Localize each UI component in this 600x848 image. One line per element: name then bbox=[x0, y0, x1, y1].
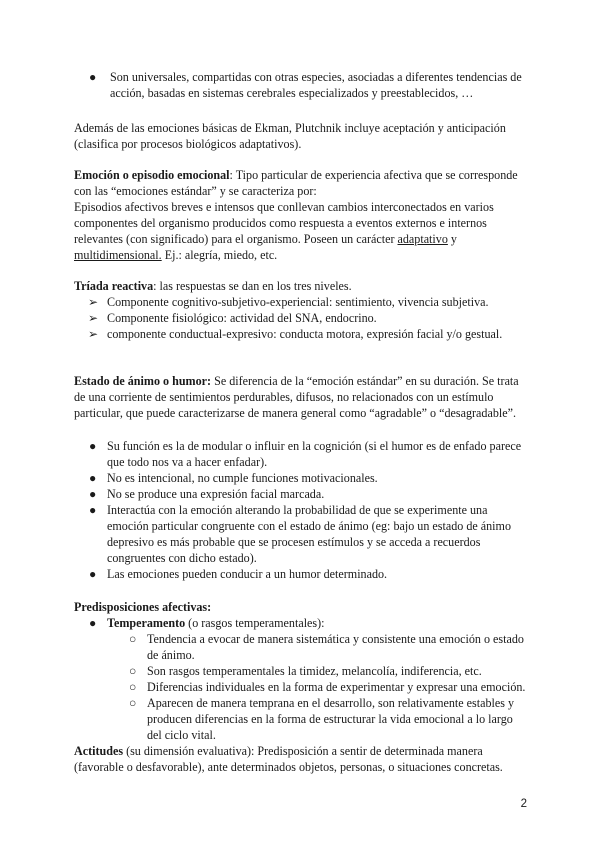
list-item: ○ Tendencia a evocar de manera sistemática y consistente una emoción o estado de ánimo. bbox=[129, 632, 524, 662]
circle-bullet-icon: ○ bbox=[129, 664, 137, 678]
bullet-dot-icon: ● bbox=[89, 471, 97, 485]
plutchik-paragraph: Además de las emociones básicas de Ekman, Plutchnik incluye aceptación y anticipación (clasifica por procesos biológicos adaptativos). bbox=[74, 121, 506, 151]
bullet-dot-icon: ● bbox=[89, 616, 97, 630]
list-item: ● No se produce una expresión facial marcada. bbox=[89, 487, 325, 501]
circle-bullet-icon: ○ bbox=[129, 632, 137, 646]
predisposiciones-heading: Predisposiciones afectivas: bbox=[74, 600, 212, 614]
triada-term: Tríada reactiva bbox=[74, 279, 154, 293]
multidimensional-term: multidimensional. bbox=[74, 248, 162, 262]
predisposiciones-section bbox=[74, 599, 529, 775]
page-number: 2 bbox=[520, 798, 527, 810]
emocion-section bbox=[74, 167, 529, 263]
triada-definition: Tríada reactiva: las respuestas se dan en los tres niveles. bbox=[74, 279, 352, 293]
list-item: ● Las emociones pueden conducir a un humor determinado. bbox=[89, 567, 388, 581]
circle-bullet-icon: ○ bbox=[129, 680, 137, 694]
bullet-dot-icon: ● bbox=[89, 487, 97, 501]
list-item: ➢ componente conductual-expresivo: conducta motora, expresión facial y/o gestual. bbox=[88, 327, 503, 341]
temperamento-item: ● Temperamento (o rasgos temperamentales): bbox=[89, 616, 325, 630]
bullet-dot-icon: ● bbox=[89, 503, 97, 517]
triada-section bbox=[74, 278, 529, 342]
list-item: ○ Son rasgos temperamentales la timidez, melancolía, indiferencia, etc. bbox=[129, 664, 482, 678]
circle-bullet-icon: ○ bbox=[129, 696, 137, 710]
arrow-bullet-icon: ➢ bbox=[88, 327, 99, 341]
estado-term: Estado de ánimo o humor: bbox=[74, 374, 212, 388]
bullet-dot-icon: ● bbox=[89, 70, 97, 84]
emocion-definition: Emoción o episodio emocional: Tipo particular de experiencia afectiva que se corresponde con las “emociones estándar” y se caracteriza por: bbox=[74, 168, 518, 198]
list-item: ➢ Componente cognitivo-subjetivo-experiencial: sentimiento, vivencia subjetiva. bbox=[88, 295, 489, 309]
estado-definition: Estado de ánimo o humor: Se diferencia de la “emoción estándar” en su duración. Se trata de una corriente de sentimientos perdurables, difusos, no relacionados con un estímulo particular, que puede caracterizarse de manera general como “agradable” o “desagradable”. bbox=[74, 374, 519, 420]
actitudes-term: Actitudes bbox=[74, 744, 124, 758]
emocion-description: Episodios afectivos breves e intensos que conllevan cambios interconectados en varios componentes del organismo producidos como respuesta a eventos externos e internos relevantes (con significado) para el organismo. Poseen un carácter adaptativo y multidimensional. Ej.: alegría, miedo, etc. bbox=[74, 200, 494, 262]
list-item: ● No es intencional, no cumple funciones motivacionales. bbox=[89, 471, 378, 485]
emocion-term: Emoción o episodio emocional bbox=[74, 168, 230, 182]
arrow-bullet-icon: ➢ bbox=[88, 311, 99, 325]
arrow-bullet-icon: ➢ bbox=[88, 295, 99, 309]
list-item: ● Interactúa con la emoción alterando la probabilidad de que se experimente una emoción particular congruente con el estado de ánimo (eg: bajo un estado de ánimo depresivo es más probable que se procesen estímulos y se acceda a recuerdos congruentes con dicho estado). bbox=[89, 503, 511, 565]
estado-bullets bbox=[74, 438, 529, 582]
estado-section bbox=[74, 373, 529, 421]
temperamento-term: Temperamento bbox=[107, 616, 186, 630]
bullet-dot-icon: ● bbox=[89, 439, 97, 453]
adaptativo-term: adaptativo bbox=[397, 232, 448, 246]
list-item: ○ Diferencias individuales en la forma de experimentar y expresar una emoción. bbox=[129, 680, 526, 694]
list-item: ● Son universales, compartidas con otras especies, asociadas a diferentes tendencias de acción, basadas en sistemas cerebrales especializados y preestablecidos, … bbox=[89, 70, 522, 100]
list-item: ● Su función es la de modular o influir en la cognición (si el humor es de enfado parece que todo nos va a hacer enfadar). bbox=[89, 439, 522, 469]
list-item: ➢ Componente fisiológico: actividad del SNA, endocrino. bbox=[88, 311, 377, 325]
list-item: ○ Aparecen de manera temprana en el desarrollo, son relativamente estables y producen diferencias en la forma de estructurar la vida emocional a lo largo del ciclo vital. bbox=[129, 696, 515, 742]
bullet-dot-icon: ● bbox=[89, 567, 97, 581]
actitudes-paragraph: Actitudes (su dimensión evaluativa): Predisposición a sentir de determinada manera (favorable o desfavorable), ante determinados objetos, personas, o situaciones concretas. bbox=[74, 744, 503, 774]
intro-section bbox=[74, 69, 529, 101]
